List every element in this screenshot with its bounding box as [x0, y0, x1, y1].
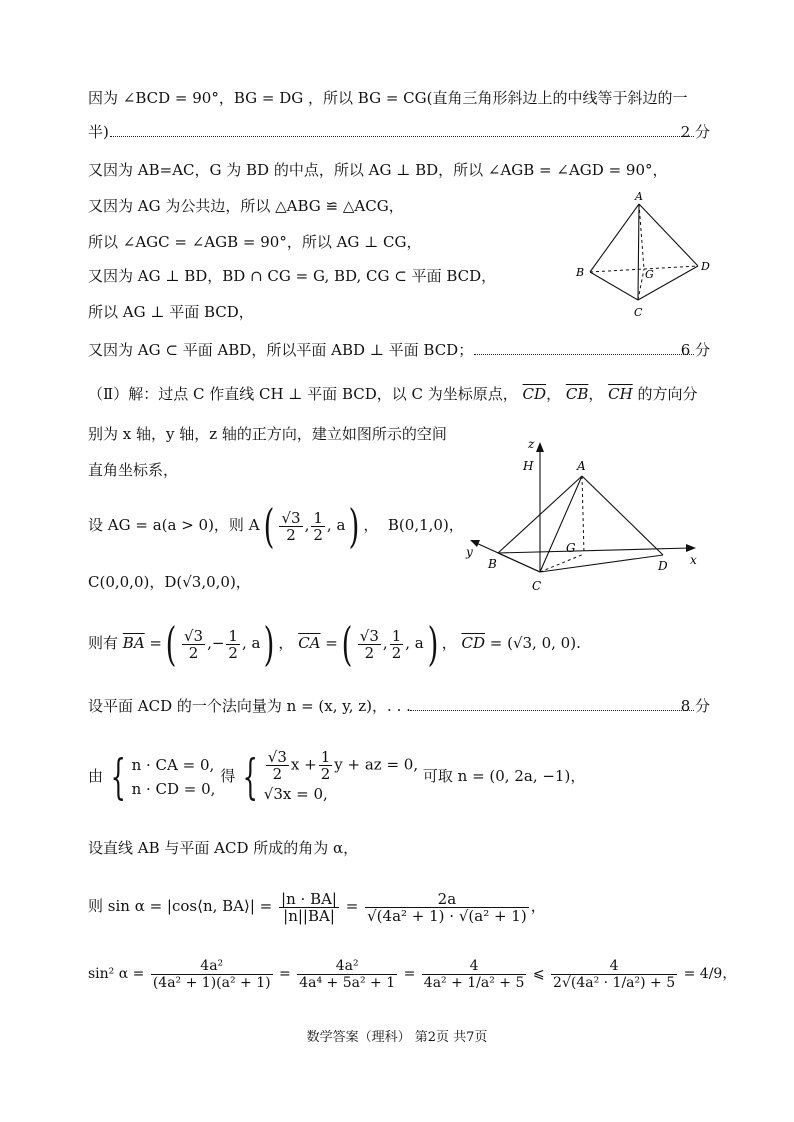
text-line-1: 因为 ∠BCD = 90°，BG = DG ，所以 BG = CG(直角三角形斜边上的中线等于斜边的一 — [88, 89, 688, 107]
text-line-12: 设 AG = a(a > 0)，则 A( $\frac{√3}{2}$ , $\frac{1}{2}$ , a) ， B(0,1,0)， — [88, 499, 464, 553]
label-H: H — [523, 459, 534, 473]
vector-CB: $\overline{CB}$ — [565, 385, 589, 403]
dotted-leader — [474, 354, 694, 355]
label-C: C — [532, 579, 542, 593]
label-G: G — [566, 541, 576, 555]
label-C: C — [634, 306, 643, 319]
text-line-2: 半) — [88, 123, 109, 141]
text-line-16: 由 { n · CA = 0, n · CD = 0, 得 { $\frac{√3}{2}$ x + $\frac{1}{2}$ y + az = 0, √3x = 0, 可取 n = (0, 2a, −1)， — [88, 747, 586, 805]
score-2: 2 分 — [680, 123, 710, 141]
coordinate-figure — [460, 432, 710, 600]
text-line-6: 又因为 AG ⊥ BD，BD ∩ CG = G, BD, CG ⊂ 平面 BCD， — [88, 267, 497, 285]
text-line-11: 直角坐标系， — [88, 461, 179, 479]
label-B: B — [576, 266, 585, 279]
text-line-10: 别为 x 轴，y 轴，z 轴的正方向，建立如图所示的空间 — [88, 425, 447, 443]
label-y: y — [466, 545, 473, 559]
dotted-leader — [410, 710, 694, 711]
text-line-9: （Ⅱ）解：过点 C 作直线 CH ⊥ 平面 BCD，以 C 为坐标原点， $\overline{CD}$， $\overline{CB}$， $\overline{CH}$ 的方向分 — [88, 385, 698, 403]
text-line-8: 又因为 AG ⊂ 平面 ABD，所以平面 ABD ⊥ 平面 BCD； — [88, 341, 474, 359]
text-line-13: C(0,0,0)，D(√3,0,0)， — [88, 573, 251, 591]
text-line-3: 又因为 AB=AC，G 为 BD 的中点，所以 AG ⊥ BD，所以 ∠AGB = ∠AGD = 90°， — [88, 161, 668, 179]
vector-CD: $\overline{CD}$ — [522, 385, 547, 403]
score-8: 8 分 — [680, 697, 710, 715]
text-line-18: 则 sin α = |cos⟨n, BA⟩| = $\frac{|n \cdot BA|}{|n||BA|}$ = $\frac{2a}{\text{√(4a² + 1) · √(a² + 1)}}$ ， — [88, 889, 546, 925]
label-D: D — [701, 260, 710, 273]
text-line-14: 则有 $\overline{BA}$ =( $\frac{√3}{2}$ ,− $\frac{1}{2}$ , a) ， $\overline{CA}$ =( $\frac{√3}{2}$ , $\frac{1}{2}$ , a) ， $\overline{CD} = (√3$, 0, 0). — [88, 617, 581, 671]
label-G: G — [645, 268, 654, 281]
label-A: A — [635, 190, 643, 203]
label-D: D — [658, 559, 668, 573]
text-line-19: sin² α = $\frac{\text{4a²}}{\text{(4a² + 1)(a² + 1)}}$ = $\frac{\text{4a²}}{\text{4a⁴ + 5a² + 1}}$ = $\frac{4}{\text{4a² + 1/a² + 5}}$ ⩽ $\frac{4}{\text{2√(4a² · 1/a²) + 5}}$ = 4/9， — [88, 957, 737, 991]
page-footer: 数学答案（理科） 第2页 共7页 — [306, 1030, 488, 1045]
label-z: z — [528, 437, 535, 451]
vector-CH: $\overline{CH}$ — [608, 385, 633, 403]
text-line-17: 设直线 AB 与平面 ACD 所成的角为 α， — [88, 839, 359, 857]
text-line-5: 所以 ∠AGC = ∠AGB = 90°，所以 AG ⊥ CG， — [88, 233, 422, 251]
dotted-leader — [110, 136, 694, 137]
text-line-4: 又因为 AG 为公共边，所以 △ABG ≌ △ACG， — [88, 197, 404, 215]
label-B: B — [488, 557, 497, 571]
label-x: x — [690, 553, 697, 567]
score-6: 6 分 — [680, 341, 710, 359]
text-line-7: 所以 AG ⊥ 平面 BCD， — [88, 303, 254, 321]
label-A: A — [577, 459, 586, 473]
text-line-15: 设平面 ACD 的一个法向量为 n = (x, y, z)，. . . — [88, 697, 411, 715]
tetrahedron-figure — [570, 190, 720, 325]
